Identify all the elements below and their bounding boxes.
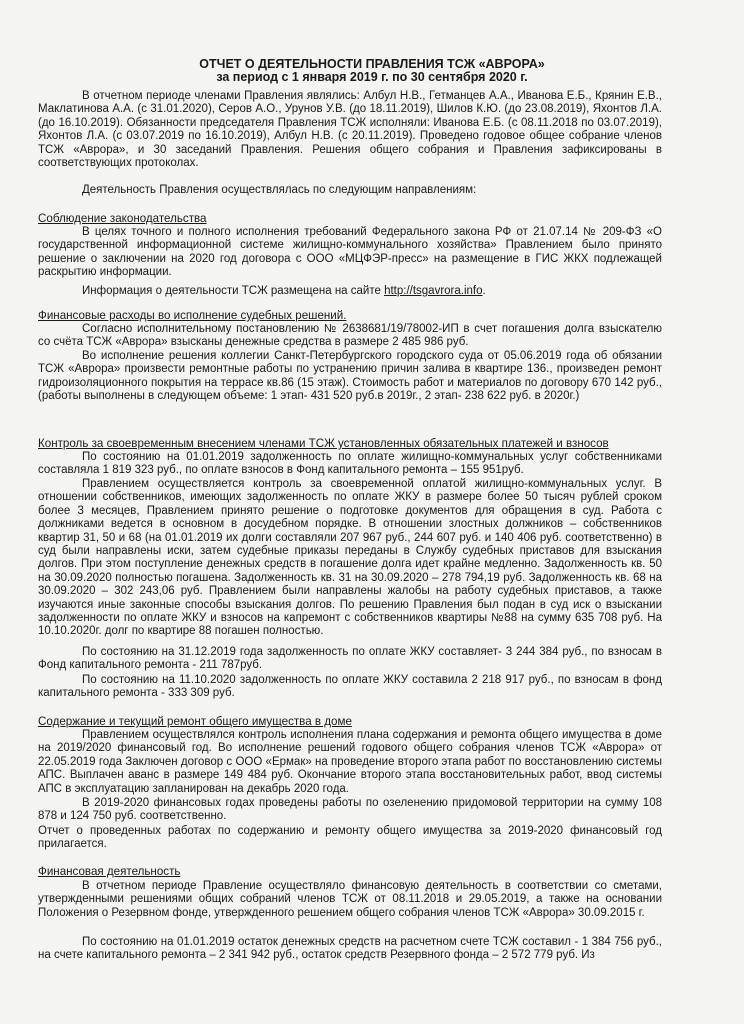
finance-paragraph-1: В отчетном периоде Правление осуществляло финансовую деятельность в соответствии со сметами, утвержденными решениями общих собраний членов ТСЖ от 08.11.2018 и 29.05.2019, а также на основании Положения о Резервном фонде, утвержденного решением общего собрания членов ТСЖ «Аврора» 30.09.2015 г. xyxy=(38,880,662,919)
section-heading-payments-control: Контроль за своевременным внесением членами ТСЖ установленных обязательных платежей и взносов xyxy=(38,437,609,450)
section-heading-legislation: Соблюдение законодательства xyxy=(38,212,207,225)
payments-paragraph-4: По состоянию на 11.10.2020 задолженность по оплате ЖКУ составила 2 218 917 руб., по взносам в фонд капитального ремонта - 333 309 руб. xyxy=(38,674,662,700)
directions-line: Деятельность Правления осуществлялась по следующим направлениям: xyxy=(82,184,477,196)
website-prefix: Информация о деятельности ТСЖ размещена на сайте xyxy=(82,285,385,297)
section-heading-finance: Финансовая деятельность xyxy=(38,865,181,878)
report-title: ОТЧЕТ О ДЕЯТЕЛЬНОСТИ ПРАВЛЕНИЯ ТСЖ «АВРОРА» xyxy=(199,57,545,71)
website-link[interactable]: http://tsgavrora.info xyxy=(384,285,483,297)
maintenance-paragraph-1: Правлением осуществлялся контроль исполнения плана содержания и ремонта общего имущества в доме на 2019/2020 финансовый год. Во исполнение решений годового общего собрания членов ТСЖ «Аврора» от 22.05.2019 года Заключен договор с ООО «Ермак» на проведение второго этапа работ по восстановлению системы АПС. Выплачен аванс в размере 149 484 руб. Окончание второго этапа восстановительных работ, ввод системы АПС в эксплуатацию запланирован на декабрь 2020 года. xyxy=(38,729,662,795)
court-paragraph-2: Во исполнение решения коллегии Санкт-Петербургского городского суда от 05.06.2019 года об обязании ТСЖ «Аврора» произвести ремонтные работы по устранению причин залива в квартире 136., произведен ремонт гидроизоляционного покрытия на террасе кв.86 (15 этаж). Стоимость работ и материалов по договору 670 142 руб., (работы выполнены в следующем объеме: 1 этап- 431 520 руб.в 2019г., 2 этап- 238 622 руб. в 2020г.) xyxy=(38,350,662,403)
website-paragraph xyxy=(38,285,662,298)
court-paragraph-1: Согласно исполнительному постановлению № 2638681/19/78002-ИП в счет погашения долга взыскателю со счёта ТСЖ «Аврора» взысканы денежные средства в размере 2 485 986 руб. xyxy=(38,323,662,349)
payments-paragraph-1: По состоянию на 01.01.2019 задолженность по оплате жилищно-коммунальных услуг собственниками составляла 1 819 323 руб., по оплате взносов в Фонд капитального ремонта – 155 951руб. xyxy=(38,451,662,477)
legislation-paragraph: В целях точного и полного исполнения требований Федерального закона РФ от 21.07.14 № 209-ФЗ «О государственной информационной системе жилищно-коммунального хозяйства» Правлением было принято решение о заключении на 2020 год договора с ООО «МЦФЭР-пресс» на размещение в ГИС ЖКХ подлежащей раскрытию информации. xyxy=(38,226,662,279)
intro-paragraph: В отчетном периоде членами Правления являлись: Албул Н.В., Гетманцев А.А., Иванова Е.Б., Крянин Е.В., Маклатинова А.А. (с 31.01.2020), Серов А.О., Урунов У.В. (до 18.11.2019), Шилов К.Ю. (до 23.08.2019), Яхонтов Л.А. (до 16.10.2019). Обязанности председателя Правления ТСЖ исполняли: Иванова Е.Б. (с 08.11.2018 по 03.07.2019), Яхонтов Л.А. (с 03.07.2019 по 16.10.2019), Албул Н.В. (с 20.11.2019). Проведено годовое общее собрание членов ТСЖ «Аврора», и 30 заседаний Правления. Решения общего собрания и Правления зафиксированы в соответствующих протоколах. xyxy=(38,90,662,170)
payments-paragraph-3: По состоянию на 31.12.2019 года задолженность по оплате ЖКУ составляет- 3 244 384 руб., по взносам в Фонд капитального ремонта - 211 787руб. xyxy=(38,646,662,672)
payments-paragraph-2: Правлением осуществляется контроль за своевременной оплатой жилищно-коммунальных услуг. В отношении собственников, имеющих задолженность по оплате ЖКУ в размере более 50 тысяч рублей сроком более 3 месяцев, Правлением принято решение о подготовке документов для обращения в суд. Работа с должниками ведется в основном в досудебном порядке. В отношении злостных должников – собственников квартир 31, 50 и 68 (на 01.01.2019 их долги составляли 207 967 руб., 244 607 руб. и 140 406 руб. соответственно) в суд были направлены иски, затем судебные приказы переданы в Службу судебных приставов для взыскания долгов. При этом поступление денежных средств в погашение долга идет крайне медленно. Задолженность кв. 50 на 30.09.2020 полностью погашена. Задолженность кв. 31 на 30.09.2020 – 278 794,19 руб. Задолженность кв. 68 на 30.09.2020 – 302 243,06 руб. Правлением были направлены жалобы на работу судебных приставов, а также изучаются иные законные способы взыскания долгов. По решению Правления был подан в суд иск о взыскании задолженности по оплате ЖКУ и взносов на капремонт с собственников квартиры №88 на сумму 635 708 руб. На 10.10.2020г. долг по квартире 88 погашен полностью. xyxy=(38,478,662,638)
maintenance-paragraph-3: Отчет о проведенных работах по содержанию и ремонту общего имущества за 2019-2020 финансовый год прилагается. xyxy=(38,825,662,851)
maintenance-paragraph-2: В 2019-2020 финансовых годах проведены работы по озеленению придомовой территории на сумму 108 878 и 124 750 руб. соответственно. xyxy=(38,797,662,823)
website-suffix: . xyxy=(482,285,486,297)
finance-paragraph-2: По состоянию на 01.01.2019 остаток денежных средств на расчетном счете ТСЖ составил - 1 384 756 руб., на счете капитального ремонта – 2 341 942 руб., остаток средств Резервного фонда – 2 572 779 руб. Из xyxy=(38,936,662,962)
report-subtitle: за период с 1 января 2019 г. по 30 сентября 2020 г. xyxy=(216,70,528,84)
section-heading-court-expenses: Финансовые расходы во исполнение судебных решений. xyxy=(38,309,347,322)
section-heading-maintenance: Содержание и текущий ремонт общего имущества в доме xyxy=(38,715,352,728)
